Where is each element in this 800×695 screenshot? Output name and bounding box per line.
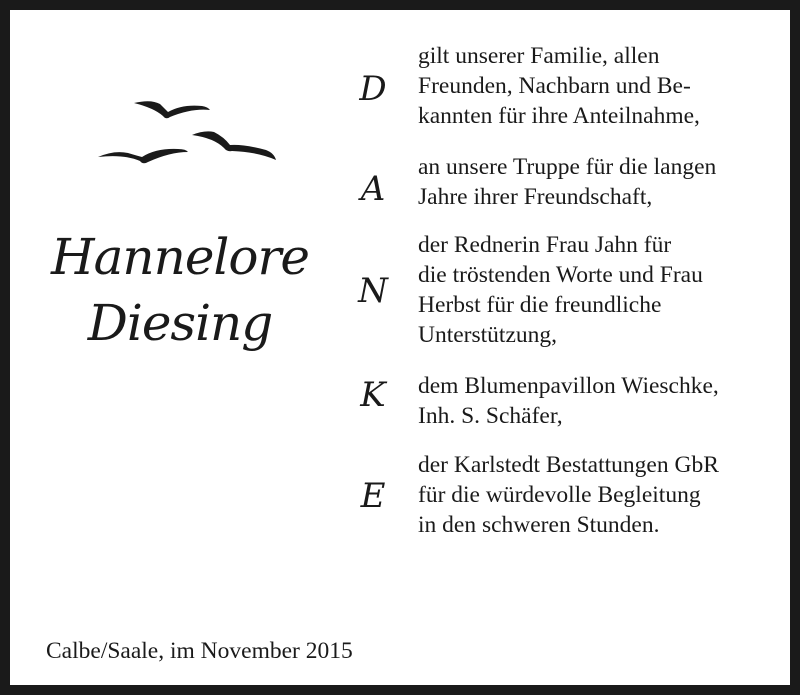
thanks-paragraph-funeral-home <box>418 450 790 540</box>
paragraph-line: für die würdevolle Begleitung <box>418 482 701 508</box>
thanks-paragraph-florist <box>418 371 790 431</box>
paragraph-line: Freunden, Nachbarn und Be- <box>418 73 691 99</box>
paragraph-line: gilt unserer Familie, allen <box>418 43 660 69</box>
paragraph-line: an unsere Truppe für die langen <box>418 154 717 180</box>
paragraph-line: der Karlstedt Bestattungen GbR <box>418 452 719 478</box>
paragraph-line: Herbst für die freundliche <box>418 292 662 318</box>
paragraph-line: Unterstützung, <box>418 322 558 348</box>
acrostic-letter-a: A <box>360 169 386 209</box>
paragraph-line: die tröstenden Worte und Frau <box>418 262 703 288</box>
place-and-date: Calbe/Saale, im November 2015 <box>46 638 353 664</box>
thanks-paragraph-family <box>418 41 790 131</box>
paragraph-line: der Rednerin Frau Jahn für <box>418 232 672 258</box>
paragraph-line: in den schweren Stunden. <box>418 512 660 538</box>
paragraph-line: dem Blumenpavillon Wieschke, <box>418 373 719 399</box>
thanks-paragraph-speaker <box>418 230 790 350</box>
deceased-last-name: Diesing <box>87 294 273 352</box>
acrostic-letter-n: N <box>358 271 388 311</box>
acrostic-letter-e: E <box>360 476 386 516</box>
paragraph-line: kannten für ihre Anteilnahme, <box>418 103 700 129</box>
acrostic-letter-d: D <box>359 69 387 109</box>
flying-birds-icon <box>96 90 286 170</box>
paragraph-line: Inh. S. Schäfer, <box>418 403 563 429</box>
thanks-paragraph-troupe <box>418 152 790 212</box>
acrostic-letter-k: K <box>360 375 386 415</box>
paragraph-line: Jahre ihrer Freundschaft, <box>418 184 653 210</box>
deceased-first-name: Hannelore <box>51 228 309 286</box>
